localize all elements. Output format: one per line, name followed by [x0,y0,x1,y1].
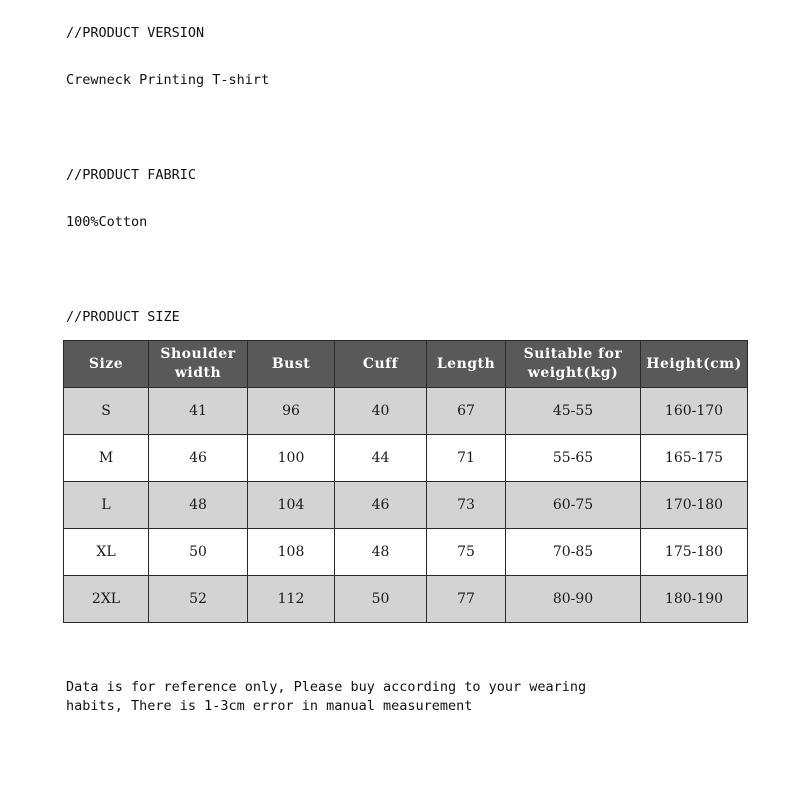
cell-size: M [64,435,149,482]
header-shoulder-width-label: Shoulder width [160,346,236,381]
cell-cuff: 44 [335,435,427,482]
cell-weight: 55-65 [506,435,641,482]
cell-weight: 45-55 [506,388,641,435]
header-height: Height(cm) [641,341,748,388]
product-version-heading: //PRODUCT VERSION [66,25,205,41]
table-row [64,435,748,482]
cell-shoulder-width: 41 [149,388,248,435]
cell-height: 160-170 [641,388,748,435]
cell-weight: 60-75 [506,482,641,529]
product-fabric-heading: //PRODUCT FABRIC [66,167,197,183]
table-row [64,529,748,576]
cell-bust: 100 [248,435,335,482]
cell-length: 73 [427,482,506,529]
header-bust: Bust [248,341,335,388]
size-chart-table [63,340,748,623]
product-size-heading: //PRODUCT SIZE [66,309,180,325]
cell-bust: 112 [248,576,335,623]
cell-shoulder-width: 46 [149,435,248,482]
table-row [64,482,748,529]
reference-note: Data is for reference only, Please buy according to your wearing habits, There is 1-3cm error in manual measurement [66,679,587,714]
cell-size: 2XL [64,576,149,623]
cell-length: 67 [427,388,506,435]
cell-size: L [64,482,149,529]
cell-height: 175-180 [641,529,748,576]
header-size: Size [64,341,149,388]
cell-shoulder-width: 52 [149,576,248,623]
cell-cuff: 46 [335,482,427,529]
cell-weight: 70-85 [506,529,641,576]
cell-length: 75 [427,529,506,576]
header-weight [506,341,641,388]
cell-shoulder-width: 50 [149,529,248,576]
cell-weight: 80-90 [506,576,641,623]
table-row [64,576,748,623]
cell-height: 180-190 [641,576,748,623]
header-cuff: Cuff [335,341,427,388]
cell-shoulder-width: 48 [149,482,248,529]
cell-cuff: 50 [335,576,427,623]
table-row [64,388,748,435]
cell-size: XL [64,529,149,576]
cell-cuff: 48 [335,529,427,576]
header-length: Length [427,341,506,388]
product-version-value: Crewneck Printing T-shirt [66,72,270,88]
cell-bust: 96 [248,388,335,435]
cell-cuff: 40 [335,388,427,435]
cell-height: 170-180 [641,482,748,529]
table-header-row [64,341,748,388]
cell-length: 77 [427,576,506,623]
cell-bust: 104 [248,482,335,529]
header-weight-label: Suitable for weight(kg) [523,346,623,381]
cell-height: 165-175 [641,435,748,482]
cell-length: 71 [427,435,506,482]
cell-bust: 108 [248,529,335,576]
product-fabric-value: 100%Cotton [66,214,148,230]
header-shoulder-width [149,341,248,388]
cell-size: S [64,388,149,435]
